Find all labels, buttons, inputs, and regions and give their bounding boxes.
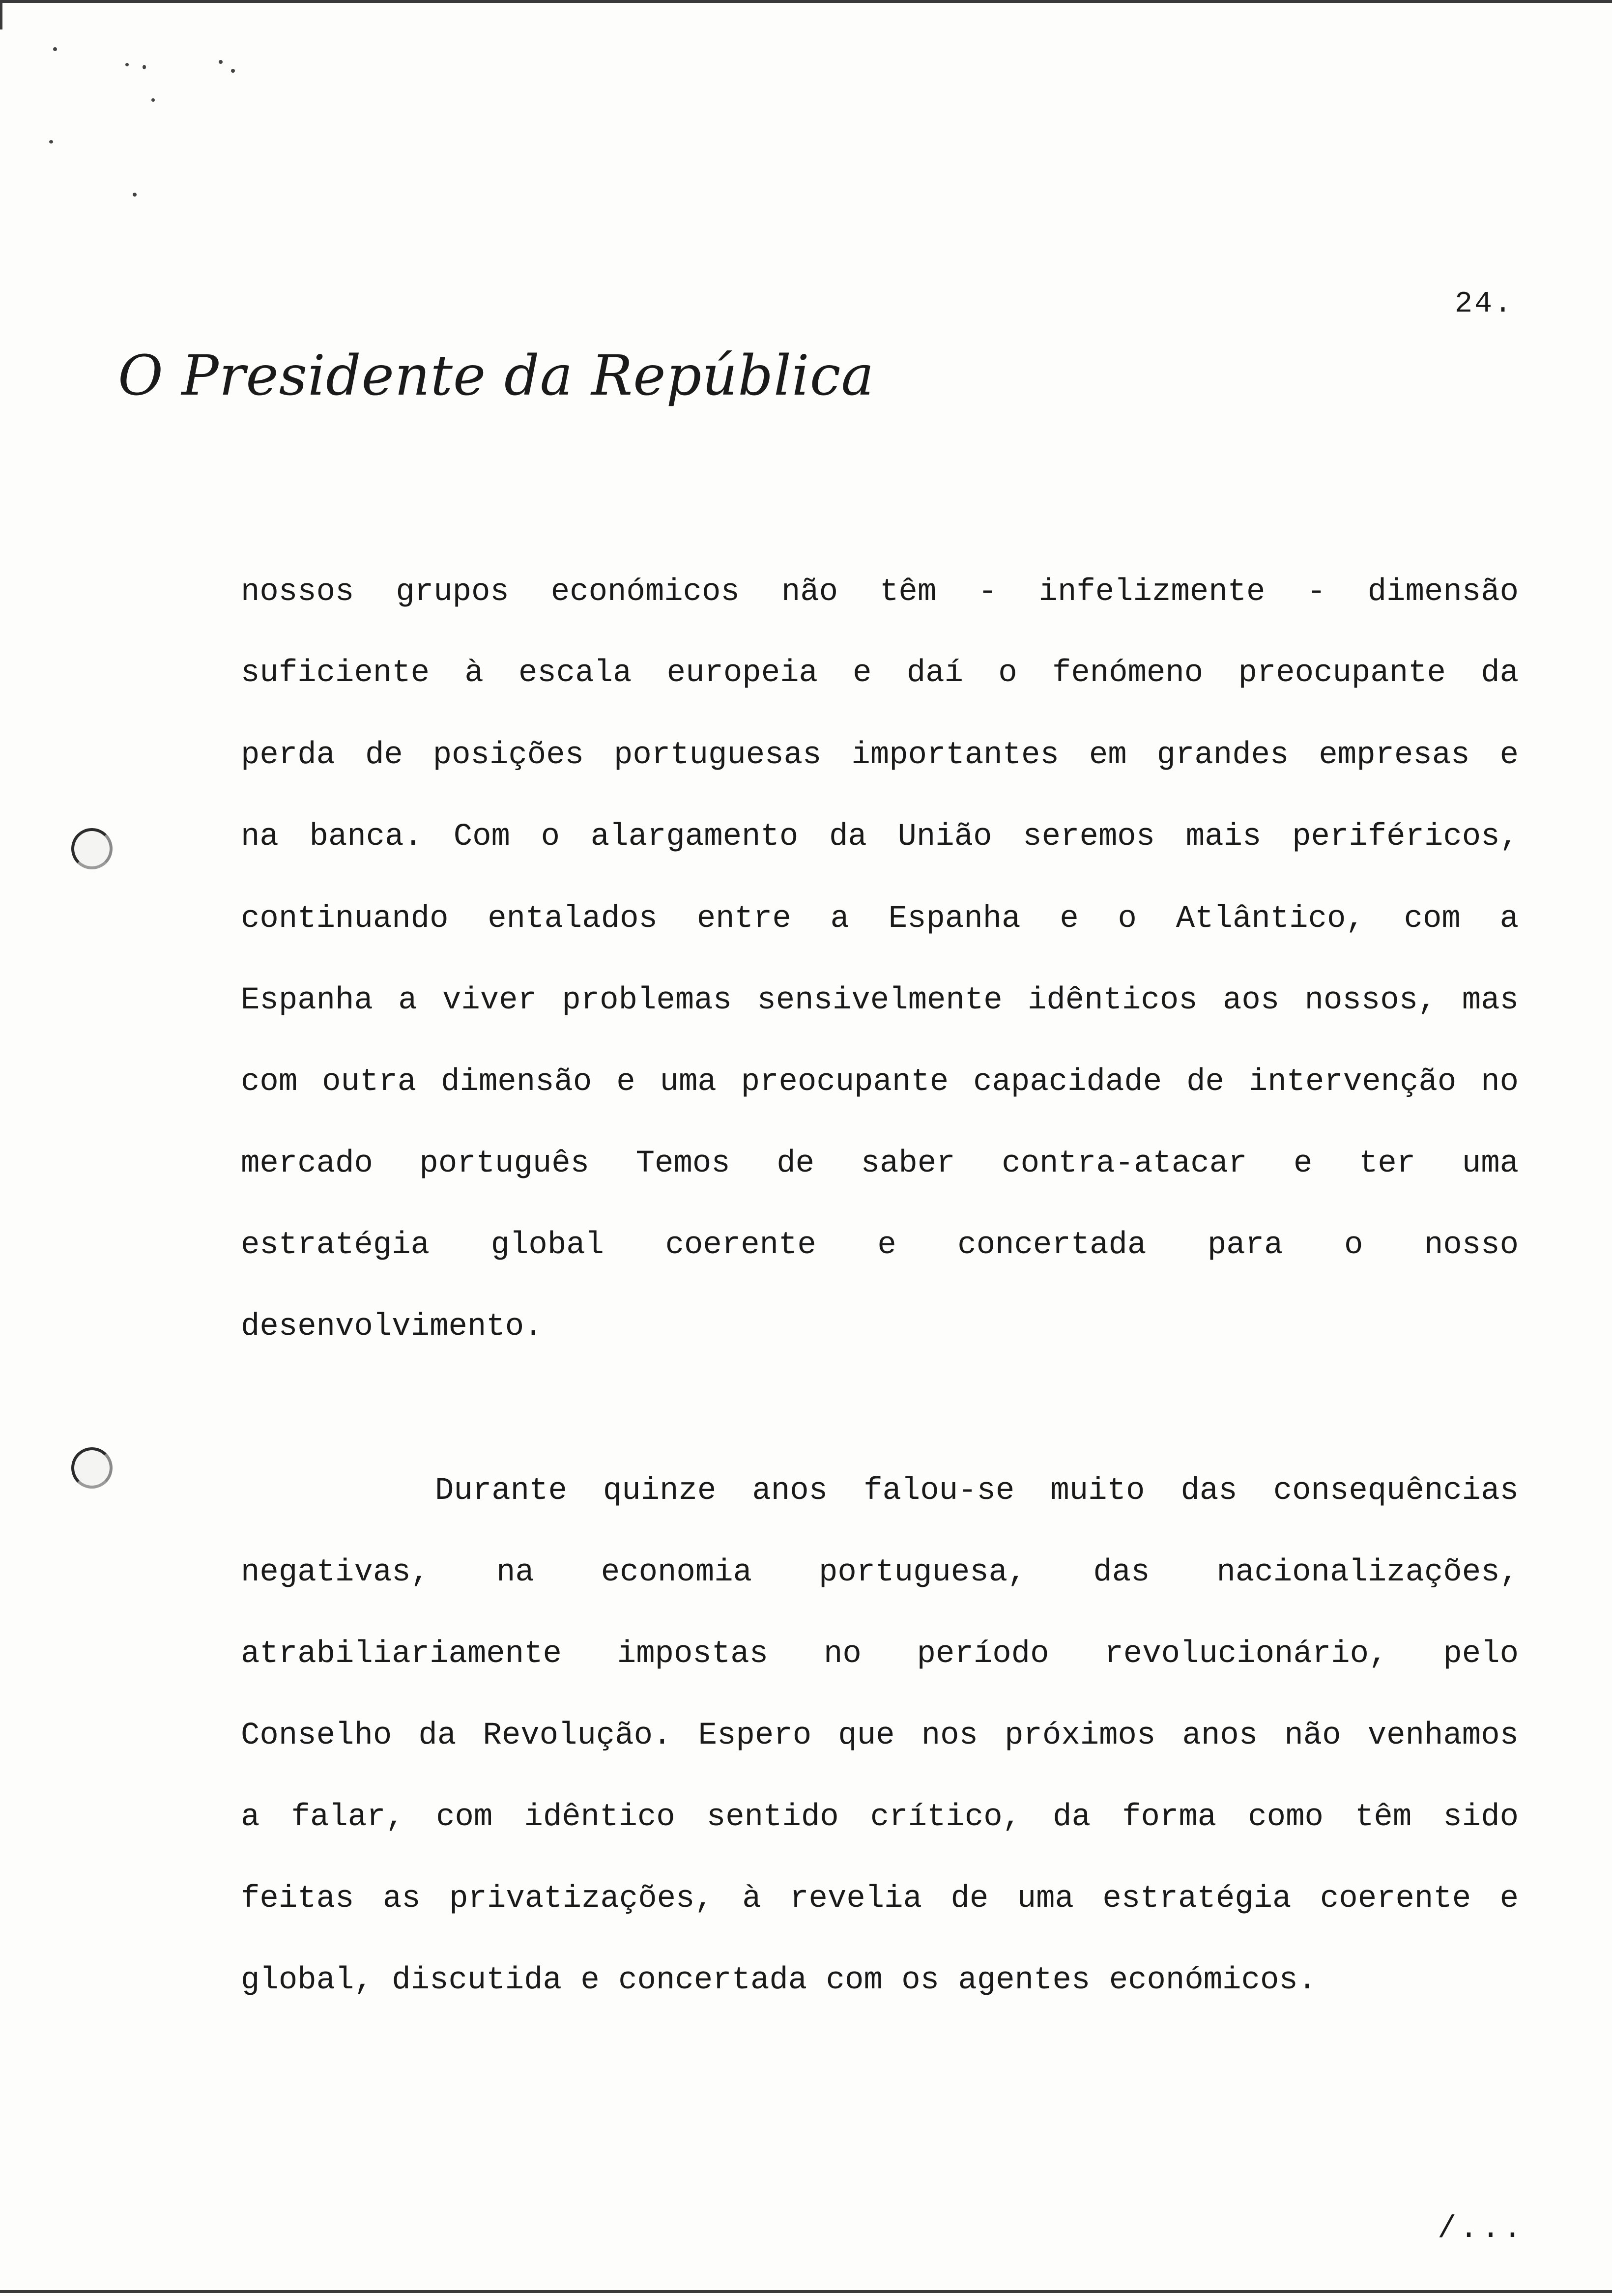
scan-speck	[151, 98, 155, 102]
scan-speck	[143, 65, 146, 69]
scan-speck	[231, 69, 235, 73]
scan-speck	[133, 193, 137, 197]
punch-hole	[71, 828, 113, 869]
text-line: perda de posições portuguesas importantes em grandes empresas e	[241, 738, 1519, 773]
text-line: na banca. Com o alargamento da União seremos mais periféricos,	[241, 819, 1519, 855]
scan-top-edge	[0, 0, 1612, 3]
text-line: desenvolvimento.	[241, 1309, 543, 1345]
text-line: nossos grupos económicos não têm - infelizmente - dimensão	[241, 574, 1519, 610]
scan-speck	[219, 60, 223, 64]
page-number: 24.	[1455, 287, 1514, 321]
text-line: atrabiliariamente impostas no período revolucionário, pelo	[241, 1636, 1519, 1672]
punch-hole	[71, 1447, 113, 1489]
text-line: estratégia global coerente e concertada para o nosso	[241, 1228, 1519, 1263]
text-line: negativas, na economia portuguesa, das nacionalizações,	[241, 1555, 1519, 1590]
scan-speck	[125, 63, 129, 66]
text-line: Conselho da Revolução. Espero que nos próximos anos não venhamos	[241, 1718, 1519, 1753]
text-line: a falar, com idêntico sentido crítico, da forma como têm sido	[241, 1800, 1519, 1835]
text-line: suficiente à escala europeia e daí o fenómeno preocupante da	[241, 656, 1519, 691]
letterhead-title: O Presidente da República	[118, 344, 875, 408]
text-line: continuando entalados entre a Espanha e o Atlântico, com a	[241, 901, 1519, 937]
scan-speck	[49, 140, 53, 144]
text-line: com outra dimensão e uma preocupante capacidade de intervenção no	[241, 1064, 1519, 1100]
text-line: feitas as privatizações, à revelia de uma estratégia coerente e	[241, 1881, 1519, 1917]
continuation-mark: /...	[1438, 2211, 1525, 2247]
scan-left-edge	[0, 0, 2, 29]
text-line: mercado português Temos de saber contra-atacar e ter uma	[241, 1146, 1519, 1181]
text-line: Durante quinze anos falou-se muito das consequências	[435, 1473, 1519, 1509]
scan-speck	[53, 47, 57, 51]
scan-bottom-edge	[0, 2290, 1612, 2293]
text-line: global, discutida e concertada com os agentes económicos.	[241, 1963, 1317, 1998]
text-line: Espanha a viver problemas sensivelmente idênticos aos nossos, mas	[241, 983, 1519, 1018]
